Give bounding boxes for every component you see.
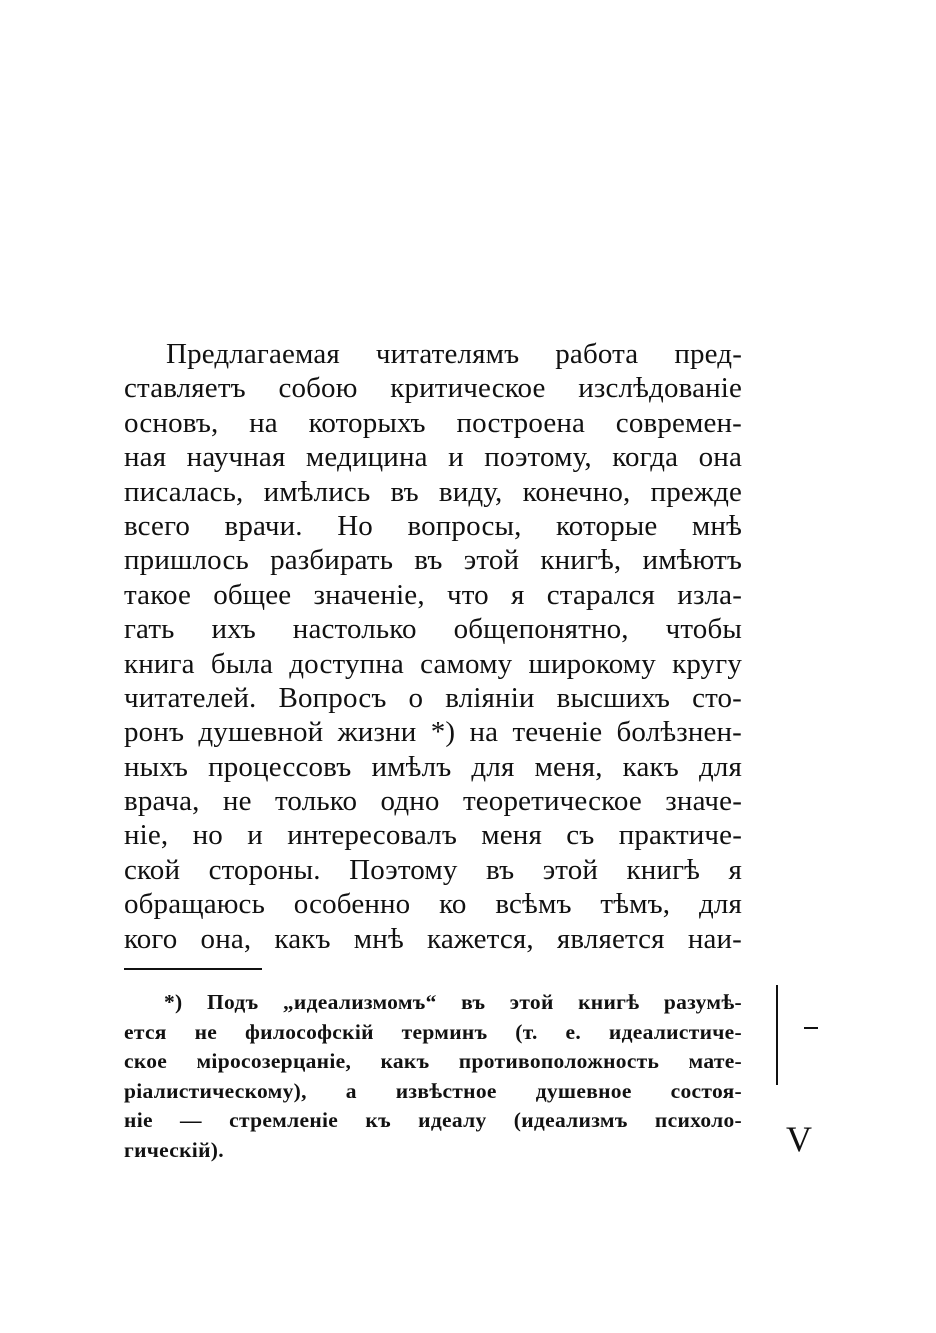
footnote-line: *) Подъ „идеализмомъ“ въ этой книгѣ разумѣ-	[164, 990, 742, 1014]
signature-numeral: V	[786, 1119, 812, 1159]
text-line: ронъ душевной жизни *) на теченіе болѣзнен-	[124, 716, 742, 749]
text-line: ніе, но и интересовалъ меня съ практиче-	[124, 819, 742, 852]
text-line: читателей. Вопросъ о вліяніи высшихъ сто-	[124, 681, 742, 714]
margin-dash-mark	[804, 1027, 818, 1029]
text-line: книга была доступна самому широкому кругу	[124, 647, 742, 680]
footnote-line: гическій).	[124, 1137, 224, 1162]
text-line: ской стороны. Поэтому въ этой книгѣ я	[124, 853, 742, 886]
text-line: врача, не только одно теоретическое значе-	[124, 785, 742, 818]
text-line: гать ихъ настолько общепонятно, чтобы	[124, 613, 742, 646]
footnote-line: ріалистическому), а извѣстное душевное состоя-	[124, 1078, 742, 1103]
main-paragraph	[124, 337, 742, 956]
text-line: обращаюсь особенно ко всѣмъ тѣмъ, для	[124, 888, 742, 921]
footnote-separator	[124, 968, 262, 970]
text-line: основъ, на которыхъ построена современ-	[124, 406, 742, 439]
footnote-line: ское міросозерцаніе, какъ противоположность мате-	[124, 1049, 742, 1073]
text-line: такое общее значеніе, что я старался изла-	[124, 578, 742, 611]
text-line: всего врачи. Но вопросы, которые мнѣ	[124, 509, 742, 542]
text-line: ная научная медицина и поэтому, когда она	[124, 441, 742, 474]
text-line: кого она, какъ мнѣ кажется, является наи-	[124, 922, 742, 955]
margin-bracket-mark	[776, 985, 782, 1085]
text-line: ныхъ процессовъ имѣлъ для меня, какъ для	[124, 750, 742, 783]
footnote-line: ется не философскій терминъ (т. е. идеалистиче-	[124, 1019, 742, 1044]
text-line: пришлось разбирать въ этой книгѣ, имѣютъ	[124, 544, 742, 577]
text-line: писалась, имѣлись въ виду, конечно, прежде	[124, 475, 742, 508]
text-line: Предлагаемая читателямъ работа пред-	[166, 338, 742, 370]
text-line: ставляетъ собою критическое изслѣдованіе	[124, 372, 742, 405]
footnote-line: ніе — стремленіе къ идеалу (идеализмъ психоло-	[124, 1108, 742, 1132]
footnote	[124, 988, 742, 1165]
